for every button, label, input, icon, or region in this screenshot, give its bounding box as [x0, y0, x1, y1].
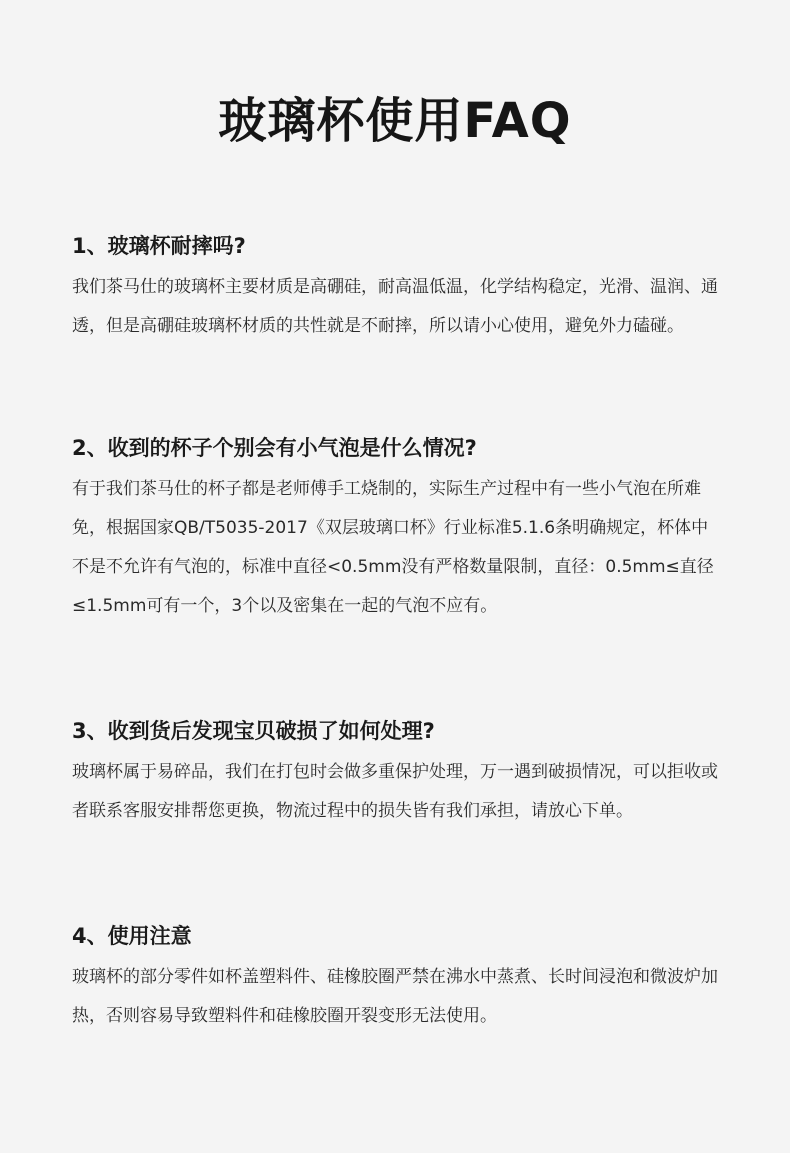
faq-answer: 有于我们茶马仕的杯子都是老师傅手工烧制的，实际生产过程中有一些小气泡在所难免，根据国家QB/T5035-2017《双层玻璃口杯》行业标准5.1.6条明确规定，杯体中不是不允许有气泡的，标准中直径<0.5mm没有严格数量限制，直径：0.5mm≤直径≤1.5mm可有一个，3个以及密集在一起的气泡不应有。 [72, 479, 714, 616]
faq-item-durability [72, 230, 722, 346]
faq-question: 1、玻璃杯耐摔吗? [72, 234, 246, 258]
faq-answer: 玻璃杯属于易碎品，我们在打包时会做多重保护处理，万一遇到破损情况，可以拒收或者联系客服安排帮您更换，物流过程中的损失皆有我们承担，请放心下单。 [72, 762, 718, 821]
faq-item-bubbles [72, 432, 722, 626]
faq-question: 2、收到的杯子个别会有小气泡是什么情况? [72, 436, 477, 460]
faq-question: 4、使用注意 [72, 924, 192, 948]
page-title: 玻璃杯使用FAQ [218, 93, 572, 149]
faq-answer: 我们茶马仕的玻璃杯主要材质是高硼硅，耐高温低温，化学结构稳定，光滑、温润、通透，但是高硼硅玻璃杯材质的共性就是不耐摔，所以请小心使用，避免外力磕碰。 [72, 277, 718, 336]
faq-item-usage-notes [72, 920, 722, 1036]
faq-answer: 玻璃杯的部分零件如杯盖塑料件、硅橡胶圈严禁在沸水中蒸煮、长时间浸泡和微波炉加热，否则容易导致塑料件和硅橡胶圈开裂变形无法使用。 [72, 967, 718, 1026]
faq-item-damage [72, 715, 722, 831]
faq-question: 3、收到货后发现宝贝破损了如何处理? [72, 719, 435, 743]
